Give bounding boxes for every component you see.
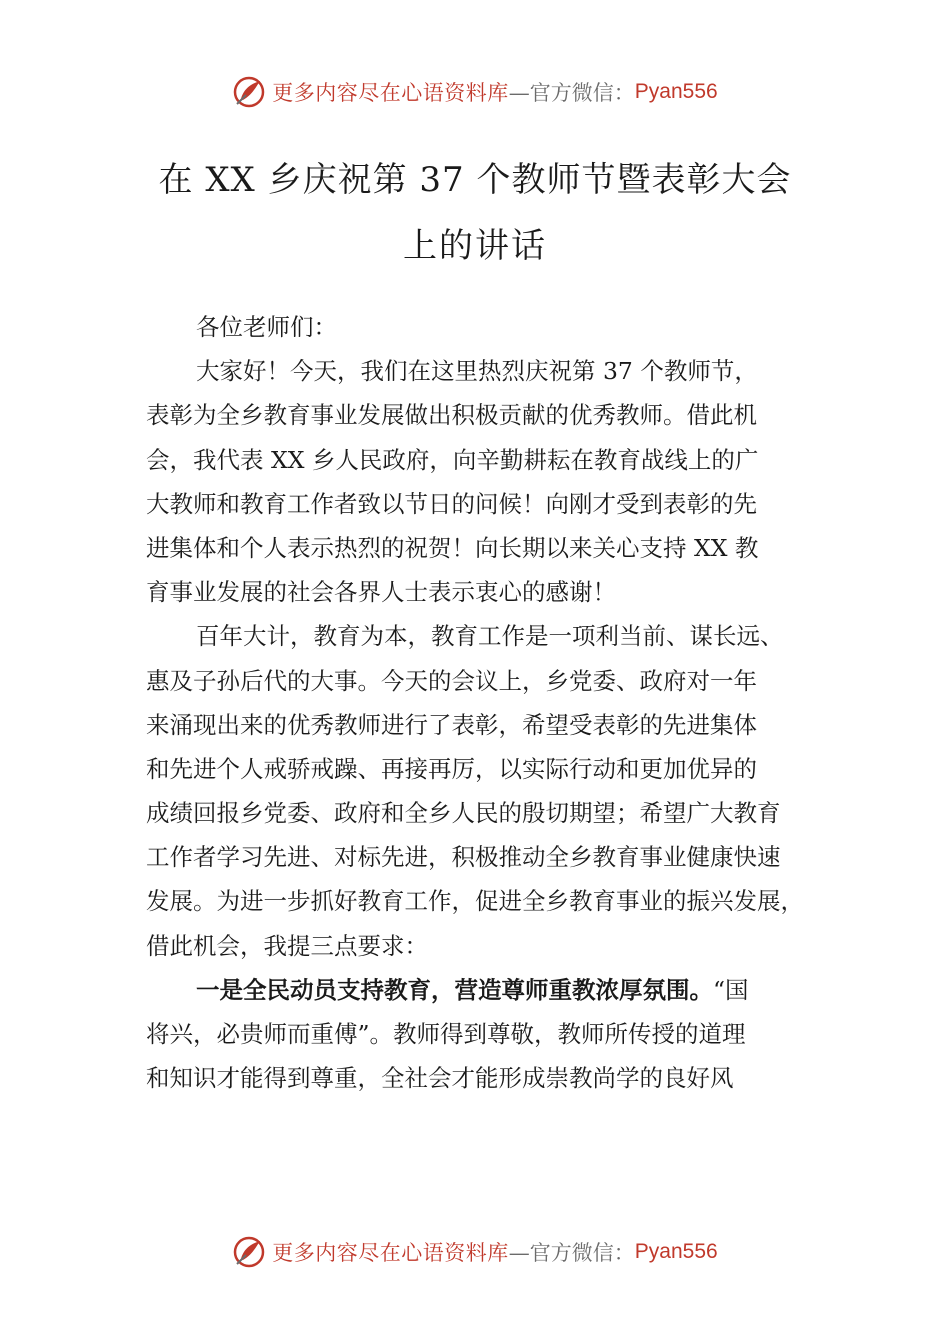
document-title-line-2: 上的讲话 [403,226,547,266]
paragraph-line: 大教师和教育工作者致以节日的问候！向刚才受到表彰的先 [146,489,757,518]
paragraph-line: 将兴，必贵师而重傅”。教师得到尊敬，教师所传授的道理 [146,1020,746,1048]
salutation: 各位老师们： [196,313,337,341]
paragraph-line: 惠及子孙后代的大事。今天的会议上，乡党委、政府对一年 [146,666,757,695]
header-banner [0,70,950,114]
leaf-logo-icon [232,75,266,109]
paragraph-line: 会，我代表 XX 乡人民政府，向辛勤耕耘在教育战线上的广 [146,445,759,474]
bold-heading: 一是全民动员支持教育，营造尊师重教浓厚氛围。 [196,975,713,1004]
paragraph-line: 来涌现出来的优秀教师进行了表彰，希望受表彰的先进集体 [146,710,757,739]
banner-brand: 更多内容尽在心语资料库 [272,81,509,105]
paragraph-line: 育事业发展的社会各界人士表示衷心的感谢！ [146,578,616,607]
banner-wechat-id: Pyan556 [634,1240,718,1263]
paragraph-line: 工作者学习先进、对标先进，积极推动全乡教育事业健康快速 [146,843,781,872]
banner-official-label: —官方微信： [508,81,635,105]
banner-official-label: —官方微信： [508,1241,635,1265]
paragraph-line: 百年大计，教育为本，教育工作是一项利当前、谋长远、 [196,622,784,651]
paragraph-line: 大家好！今天，我们在这里热烈庆祝第 37 个教师节， [196,357,758,386]
speech-body [146,305,846,1100]
paragraph-line: 进集体和个人表示热烈的祝贺！向长期以来关心支持 XX 教 [146,533,759,562]
paragraph-line: 发展。为进一步抓好教育工作，促进全乡教育事业的振兴发展， [146,887,804,916]
quote-start: “国 [713,975,749,1004]
paragraph-line: 成绩回报乡党委、政府和全乡人民的殷切期望；希望广大教育 [146,799,781,828]
paragraph-line: 和知识才能得到尊重，全社会才能形成崇教尚学的良好风 [146,1064,734,1093]
bold-heading-line [146,968,846,1012]
banner-wechat-id: Pyan556 [634,80,718,103]
paragraph-line: 借此机会，我提三点要求： [146,931,428,960]
paragraph-line: 和先进个人戒骄戒躁、再接再厉，以实际行动和更加优异的 [146,754,757,783]
banner-brand: 更多内容尽在心语资料库 [272,1241,509,1265]
paragraph-line: 表彰为全乡教育事业发展做出积极贡献的优秀教师。借此机 [146,401,757,430]
document-title-line-1: 在 XX 乡庆祝第 37 个教师节暨表彰大会 [158,160,792,200]
footer-banner [0,1230,950,1274]
leaf-logo-icon [232,1235,266,1269]
